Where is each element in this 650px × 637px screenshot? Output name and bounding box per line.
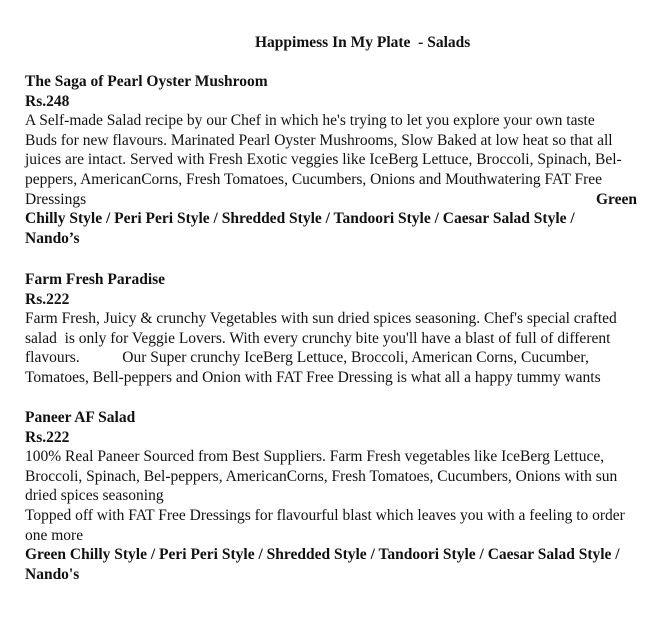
item-name: The Saga of Pearl Oyster Mushroom (25, 73, 268, 90)
item-description-line: Buds for new flavours. Marinated Pearl Oyster Mushrooms, Slow Baked at low heat so that all (25, 131, 613, 149)
item-styles-line: Nando's (25, 565, 80, 583)
item-description-line: Tomatoes, Bell-peppers and Onion with FAT Free Dressing is what all a happy tummy wants (25, 368, 601, 386)
item-description-line: 100% Real Paneer Sourced from Best Suppliers. Farm Fresh vegetables like IceBerg Lettuce, (25, 448, 605, 466)
item-description-end: Dressings (25, 190, 87, 208)
item-description-line: dried spices seasoning (25, 487, 164, 505)
item-description-last-line (25, 190, 637, 210)
page-title: Happimess In My Plate - Salads (255, 34, 471, 51)
item-description-line: juices are intact. Served with Fresh Exotic veggies like IceBerg Lettuce, Broccoli, Spinach, Bel- (25, 151, 622, 169)
item-description-line: peppers, AmericanCorns, Fresh Tomatoes, Cucumbers, Onions and Mouthwatering FAT Free (25, 170, 603, 188)
item-styles-start: Green (595, 190, 637, 208)
item-price: Rs.248 (25, 92, 70, 110)
item-description-line: salad is only for Veggie Lovers. With every crunchy bite you'll have a blast of full of different (25, 329, 611, 347)
item-description-line: flavours. Our Super crunchy IceBerg Lettuce, Broccoli, American Corns, Cucumber, (25, 349, 589, 367)
item-name: Farm Fresh Paradise (25, 271, 166, 288)
menu-item-farm-fresh-paradise (25, 270, 637, 388)
item-description-line: Farm Fresh, Juicy & crunchy Vegetables with sun dried spices seasoning. Chef's special crafted (25, 310, 617, 328)
item-description-line: one more (25, 526, 84, 544)
item-styles-line: Green Chilly Style / Peri Peri Style / Shredded Style / Tandoori Style / Caesar Salad Style / (25, 546, 620, 564)
item-description-line: Broccoli, Spinach, Bel-peppers, AmericanCorns, Fresh Tomatoes, Cucumbers, Onions with sun (25, 467, 618, 485)
menu-item-pearl-oyster-mushroom (25, 72, 637, 248)
item-price: Rs.222 (25, 290, 70, 308)
item-styles-line: Chilly Style / Peri Peri Style / Shredded Style / Tandoori Style / Caesar Salad Style / (25, 210, 575, 228)
item-styles-line: Nando’s (25, 229, 80, 247)
menu-item-paneer-af-salad (25, 408, 637, 584)
item-name: Paneer AF Salad (25, 409, 136, 426)
item-description-line: Topped off with FAT Free Dressings for flavourful blast which leaves you with a feeling to order (25, 506, 625, 524)
item-description-line: A Self-made Salad recipe by our Chef in which he's trying to let you explore your own taste (25, 112, 595, 130)
item-price: Rs.222 (25, 428, 70, 446)
